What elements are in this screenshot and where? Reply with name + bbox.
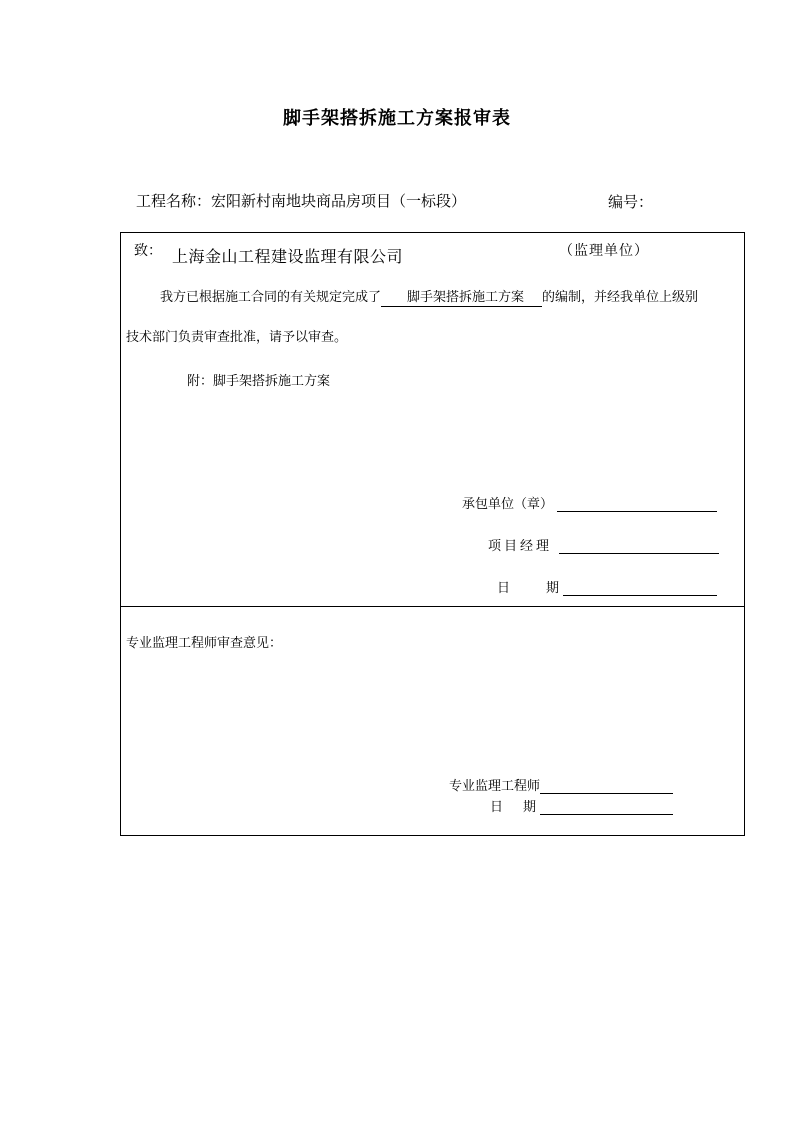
statement-suffix: 的编制，并经我单位上级别 — [542, 290, 699, 305]
manager-label: 项目经理 — [488, 539, 553, 554]
document-number-label: 编号： — [608, 193, 654, 211]
review-date-label-period: 期 — [523, 800, 537, 815]
form-table — [120, 232, 745, 836]
supervisor-unit-note: （监理单位） — [559, 243, 649, 259]
recipient-label: 致： — [134, 243, 162, 259]
manager-signature-row — [488, 535, 719, 554]
manager-signature-line — [559, 539, 719, 554]
submission-statement-line2: 技术部门负责审查批准，请予以审查。 — [126, 330, 348, 345]
review-opinion-label: 专业监理工程师审查意见： — [126, 636, 283, 651]
submission-date-row — [497, 577, 717, 596]
date-label-period: 期 — [546, 581, 560, 596]
statement-prefix: 我方已根据施工合同的有关规定完成了 — [160, 290, 382, 305]
project-name: 工程名称：宏阳新村南地块商品房项目（一标段） — [136, 192, 467, 210]
submission-statement-line1 — [160, 286, 698, 307]
section-divider — [120, 606, 745, 607]
engineer-signature-row — [449, 775, 673, 794]
date-label-day: 日 — [497, 581, 511, 596]
engineer-signature-line — [540, 779, 673, 794]
recipient-name: 上海金山工程建设监理有限公司 — [172, 247, 404, 266]
review-date-label-day: 日 — [490, 800, 504, 815]
contractor-signature-row — [462, 493, 717, 512]
attachment-note: 附：脚手架搭拆施工方案 — [187, 374, 331, 389]
contractor-signature-line — [557, 497, 717, 512]
filled-plan-name: 脚手架搭拆施工方案 — [381, 289, 542, 307]
review-date-row — [490, 796, 673, 815]
engineer-label: 专业监理工程师 — [449, 779, 541, 794]
review-date-line — [540, 800, 673, 815]
document-title: 脚手架搭拆施工方案报审表 — [283, 108, 511, 129]
submission-date-line — [563, 581, 717, 596]
contractor-label: 承包单位（章） — [462, 497, 554, 512]
